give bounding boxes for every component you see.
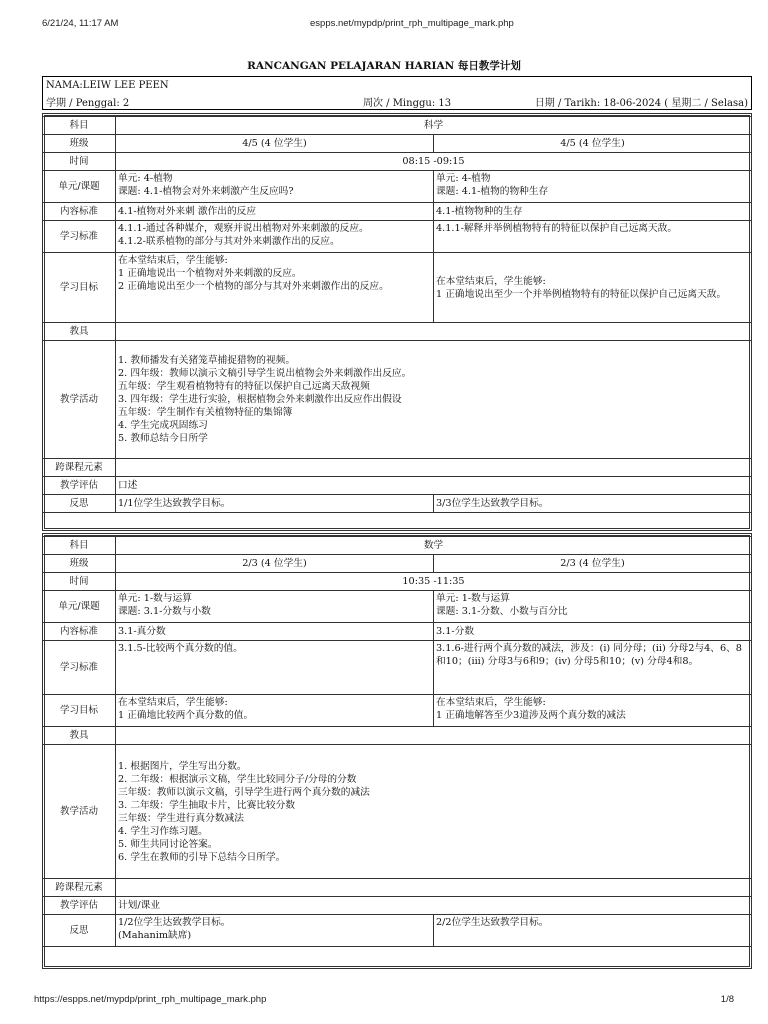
teacher-info-box: [42, 76, 752, 110]
lesson1-assessment: 口述: [116, 477, 752, 495]
content-label: 内容标准: [43, 623, 116, 641]
print-page-title: espps.net/mypdp/print_rph_multipage_mark.php: [310, 18, 514, 29]
time-label: 时间: [43, 573, 116, 591]
materials-label: 教具: [43, 727, 116, 745]
lesson1-standard-a: 4.1.1-通过各种媒介，观察并说出植物对外来刺激的反应。 4.1.2-联系植物的部分与其对外来刺激作出的反应。: [116, 221, 434, 253]
lesson2-assessment: 计划/课业: [116, 897, 752, 915]
assessment-label: 教学评估: [43, 897, 116, 915]
time-label: 时间: [43, 153, 116, 171]
lesson2-reflection-b: 2/2位学生达致教学目标。: [434, 915, 752, 947]
lesson2-unit-b: 单元: 1-数与运算 课题: 3.1-分数、小数与百分比: [434, 591, 752, 623]
lesson2-activities: 1. 根据图片，学生写出分数。 2. 二年级：根据演示文稿，学生比较同分子/分母的分数 三年级：教师以演示文稿，引导学生进行两个真分数的减法 3. 二年级：学生抽取卡片，比赛比较分数 三年级：学生进行真分数减法 4. 学生习作练习题。 5. 师生共同讨论答案。 6. 学生在教师的引导下总结今日所学。: [116, 745, 752, 879]
lesson2-content-a: 3.1-真分数: [116, 623, 434, 641]
lesson1-cross: [116, 459, 752, 477]
lesson1-unit-b: 单元: 4-植物 课题: 4.1-植物的物种生存: [434, 171, 752, 203]
lesson2-content-b: 3.1-分数: [434, 623, 752, 641]
lesson1-subject: 科学: [116, 117, 752, 135]
week: 周次 / Minggu: 13: [362, 97, 452, 109]
lesson2-subject: 数学: [116, 537, 752, 555]
lesson2-class-a: 2/3 (4 位学生): [116, 555, 434, 573]
print-datetime: 6/21/24, 11:17 AM: [42, 18, 119, 29]
lesson2-objective-b: 在本堂结束后，学生能够: 1 正确地解答至少3道涉及两个真分数的减法: [434, 695, 752, 727]
lesson1-objective-a: 在本堂结束后，学生能够: 1 正确地说出一个植物对外来刺激的反应。 2 正确地说出至少一个植物的部分与其对外来刺激作出的反应。: [116, 253, 434, 323]
date: 日期 / Tarikh: 18-06-2024 ( 星期二 / Selasa): [534, 97, 748, 109]
lesson1-reflection-a: 1/1位学生达致教学目标。: [116, 495, 434, 513]
unit-label: 单元/课题: [43, 171, 116, 203]
lesson2-standard-a: 3.1.5-比较两个真分数的值。: [116, 641, 434, 695]
subject-label: 科目: [43, 537, 116, 555]
subject-label: 科目: [43, 117, 116, 135]
lesson2-cross: [116, 879, 752, 897]
term: 学期 / Penggal: 2: [46, 97, 130, 109]
lesson2-reflection-a: 1/2位学生达致教学目标。 (Mahanim缺席): [116, 915, 434, 947]
reflection-label: 反思: [43, 915, 116, 947]
lesson2-materials: [116, 727, 752, 745]
lesson2-standard-b: 3.1.6-进行两个真分数的减法，涉及：(i) 同分母；(ii) 分母2与4、6、8和10；(iii) 分母3与6和9；(iv) 分母5和10；(v) 分母4和8。: [434, 641, 752, 695]
lesson1-activities: 1. 教师播发有关猪笼草捕捉猎物的视频。 2. 四年级：教师以演示文稿引导学生说出植物会外来刺激作出反应。 五年级：学生观看植物特有的特征以保护自己远离天敌视频 3. 四年级：学生进行实验，根据植物会外来刺激作出反应作出假设 五年级：学生制作有关植物特征的集锦簿 4. 学生完成巩固练习 5. 教师总结今日所学: [116, 341, 752, 459]
lesson1-content-b: 4.1-植物物种的生存: [434, 203, 752, 221]
lesson1-unit-a: 单元: 4-植物 课题: 4.1-植物会对外来刺激产生反应吗?: [116, 171, 434, 203]
activities-label: 教学活动: [43, 745, 116, 879]
objective-label: 学习目标: [43, 253, 116, 323]
lesson1-content-a: 4.1-植物对外来刺 激作出的反应: [116, 203, 434, 221]
class-label: 班级: [43, 555, 116, 573]
teacher-name: NAMA:LEIW LEE PEEN: [46, 79, 169, 91]
lesson2-class-b: 2/3 (4 位学生): [434, 555, 752, 573]
lesson2-objective-a: 在本堂结束后，学生能够: 1 正确地比较两个真分数的值。: [116, 695, 434, 727]
activities-label: 教学活动: [43, 341, 116, 459]
content-label: 内容标准: [43, 203, 116, 221]
cross-label: 跨课程元素: [43, 879, 116, 897]
print-page-number: 1/8: [720, 994, 734, 1005]
cross-label: 跨课程元素: [43, 459, 116, 477]
lesson1-time: 08:15 -09:15: [116, 153, 752, 171]
unit-label: 单元/课题: [43, 591, 116, 623]
print-footer-url: https://espps.net/mypdp/print_rph_multipage_mark.php: [34, 994, 267, 1005]
lesson1-table: [42, 116, 752, 513]
objective-label: 学习目标: [43, 695, 116, 727]
assessment-label: 教学评估: [43, 477, 116, 495]
lesson1-reflection-b: 3/3位学生达致教学目标。: [434, 495, 752, 513]
lesson2-table: [42, 536, 752, 947]
lesson1-standard-b: 4.1.1-解释并举例植物特有的特征以保护自己远离天敌。: [434, 221, 752, 253]
lesson1-class-a: 4/5 (4 位学生): [116, 135, 434, 153]
lesson2-time: 10:35 -11:35: [116, 573, 752, 591]
materials-label: 教具: [43, 323, 116, 341]
reflection-label: 反思: [43, 495, 116, 513]
standard-label: 学习标准: [43, 641, 116, 695]
lesson1-objective-b: 在本堂结束后，学生能够: 1 正确地说出至少一个并举例植物特有的特征以保护自己远离天敌。: [434, 253, 752, 323]
lesson1-materials: [116, 323, 752, 341]
class-label: 班级: [43, 135, 116, 153]
lesson1-class-b: 4/5 (4 位学生): [434, 135, 752, 153]
standard-label: 学习标准: [43, 221, 116, 253]
document-title: RANCANGAN PELAJARAN HARIAN 每日教学计划: [247, 60, 521, 72]
lesson2-unit-a: 单元: 1-数与运算 课题: 3.1-分数与小数: [116, 591, 434, 623]
